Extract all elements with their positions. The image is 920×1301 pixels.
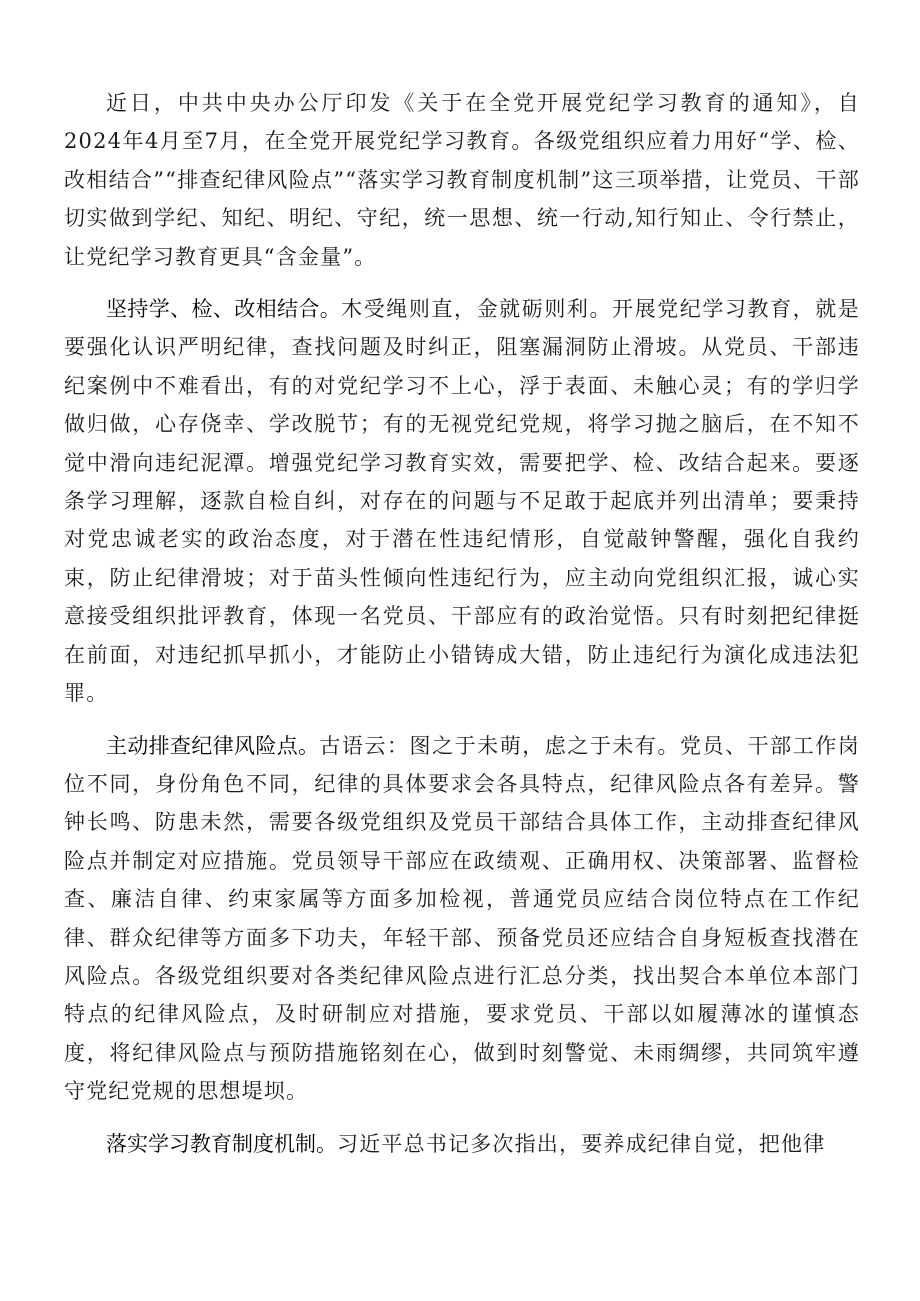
document-body: [64, 84, 860, 1177]
paragraph-learn-check-correct: [64, 290, 860, 712]
paragraph-text: 木受绳则直，金就砺则利。开展党纪学习教育，就是要强化认识严明纪律，查找问题及时纠正，阻塞漏洞防止滑坡。从党员、干部违纪案例中不难看出，有的对党纪学习不上心，浮于表面、未触心灵；有的学归学做归做，心存侥幸、学改脱节；有的无视党纪党规，将学习抛之脑后，在不知不觉中滑向违纪泥潭。增强党纪学习教育实效，需要把学、检、改结合起来。要逐条学习理解，逐款自检自纠，对存在的问题与不足敢于起底并列出清单；要秉持对党忠诚老实的政治态度，对于潜在性违纪情形，自觉敲钟警醒，强化自我约束，防止纪律滑坡；对于苗头性倾向性违纪行为，应主动向党组织汇报，诚心实意接受组织批评教育，体现一名党员、干部应有的政治觉悟。只有时刻把纪律挺在前面，对违纪抓早抓小，才能防止小错铸成大错，防止违纪行为演化成违法犯罪。: [64, 297, 860, 706]
paragraph-lead: 坚持学、检、改相结合。: [106, 297, 342, 322]
paragraph-text: 近日，中共中央办公厅印发《关于在全党开展党纪学习教育的通知》，自2024年4月至7月，在全党开展党纪学习教育。各级党组织应着力用好“学、检、改相结合”“排查纪律风险点”“落实学习教育制度机制”这三项举措，让党员、干部切实做到学纪、知纪、明纪、守纪，统一思想、统一行动,知行知止、令行禁止，让党纪学习教育更具“含金量”。: [64, 91, 860, 269]
paragraph-text: 习近平总书记多次指出，要养成纪律自觉，把他律: [337, 1131, 826, 1156]
paragraph-lead: 落实学习教育制度机制。: [106, 1131, 337, 1156]
paragraph-intro: [64, 84, 860, 276]
paragraph-text: 古语云：图之于未萌，虑之于未有。党员、干部工作岗位不同，身份角色不同，纪律的具体要求会各具特点，纪律风险点各有差异。警钟长鸣、防患未然，需要各级党组织及党员干部结合具体工作，主动排查纪律风险点并制定对应措施。党员领导干部应在政绩观、正确用权、决策部署、监督检查、廉洁自律、约束家属等方面多加检视，普通党员应结合岗位特点在工作纪律、群众纪律等方面多下功夫，年轻干部、预备党员还应结合自身短板查找潜在风险点。各级党组织要对各类纪律风险点进行汇总分类，找出契合本单位本部门特点的纪律风险点，及时研制应对措施，要求党员、干部以如履薄冰的谨慎态度，将纪律风险点与预防措施铭刻在心，做到时刻警觉、未雨绸缪，共同筑牢遵守党纪党规的思想堤坝。: [64, 733, 860, 1104]
paragraph-lead: 主动排查纪律风险点。: [106, 733, 320, 758]
paragraph-risk-points: [64, 727, 860, 1111]
paragraph-mechanism: [64, 1125, 860, 1163]
